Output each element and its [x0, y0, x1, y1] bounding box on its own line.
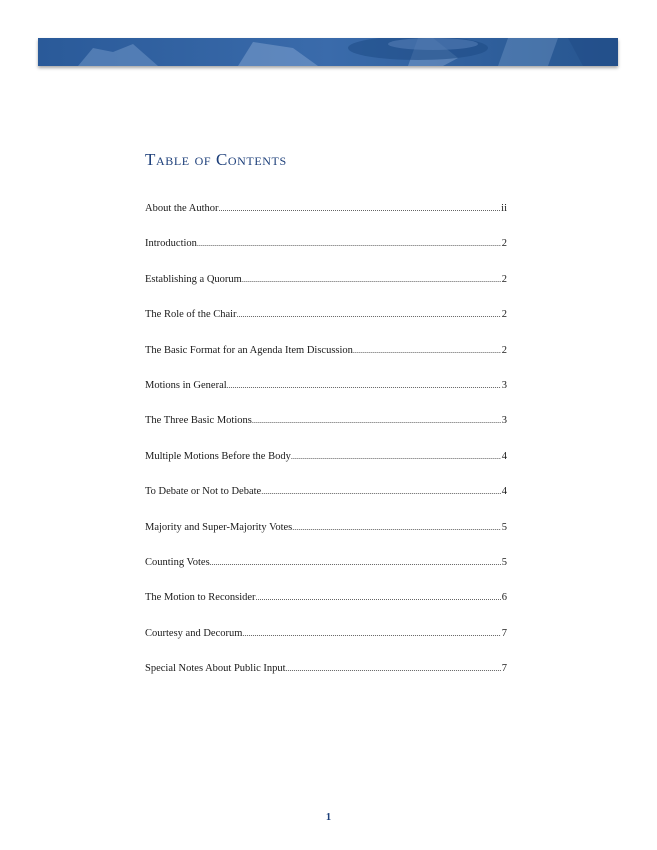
toc-entry-label: Establishing a Quorum [145, 273, 242, 285]
toc-entry-page: 4 [501, 486, 507, 498]
toc-entry[interactable] [145, 626, 507, 661]
toc-entry-label: Special Notes About Public Input [145, 663, 286, 675]
toc-entry-label: The Three Basic Motions [145, 415, 252, 427]
toc-dot-leader [256, 590, 501, 606]
toc-entry-page: 5 [501, 556, 507, 568]
toc-entry[interactable] [145, 343, 507, 378]
toc-entry-label: About the Author [145, 203, 219, 214]
toc-dot-leader [242, 626, 500, 642]
toc-entry[interactable] [145, 449, 507, 484]
page-title: Table of Contents [145, 150, 287, 169]
toc-entry[interactable] [145, 307, 507, 342]
toc-entry[interactable] [145, 484, 507, 519]
toc-dot-leader [242, 272, 501, 288]
toc-dot-leader [219, 201, 501, 217]
toc-entry[interactable] [145, 590, 507, 625]
toc-entry-label: Multiple Motions Before the Body [145, 450, 291, 462]
toc-entry-label: Majority and Super-Majority Votes [145, 521, 293, 533]
toc-entry-label: Courtesy and Decorum [145, 627, 243, 639]
toc-entry[interactable] [145, 555, 507, 590]
toc-entry[interactable] [145, 661, 507, 696]
toc-dot-leader [291, 449, 501, 465]
toc-dot-leader [237, 307, 501, 323]
toc-dot-leader [227, 378, 501, 394]
toc-dot-leader [252, 413, 501, 429]
toc-entry-label: Introduction [145, 238, 197, 250]
toc-dot-leader [292, 520, 500, 536]
toc-entry-label: The Role of the Chair [145, 309, 237, 321]
toc-dot-leader [197, 236, 501, 252]
toc-entry-page: 5 [501, 521, 507, 533]
toc-entry-label: To Debate or Not to Debate [145, 486, 262, 498]
toc-entry-page: 4 [501, 450, 507, 462]
toc-entry-page: 7 [501, 663, 507, 675]
toc-entry-label: Motions in General [145, 379, 227, 391]
toc-dot-leader [353, 343, 501, 359]
toc-dot-leader [286, 661, 501, 677]
toc-entry-page: 3 [501, 415, 507, 427]
toc-entry-page: 2 [501, 238, 507, 250]
toc-entry-page: 2 [501, 273, 507, 285]
toc-entry[interactable] [145, 236, 507, 271]
toc-entry-page: 6 [501, 592, 507, 604]
toc-entry-label: The Basic Format for an Agenda Item Discussion [145, 344, 353, 356]
toc-entry-label: Counting Votes [145, 556, 210, 568]
toc-entry-page: 2 [501, 344, 507, 356]
toc-entry-page: ii [501, 203, 507, 214]
table-of-contents [145, 201, 507, 696]
page-number: 1 [325, 812, 332, 823]
toc-entry[interactable] [145, 520, 507, 555]
toc-entry-page: 3 [501, 379, 507, 391]
toc-entry[interactable] [145, 378, 507, 413]
toc-entry[interactable] [145, 272, 507, 307]
toc-entry-page: 7 [501, 627, 507, 639]
banner-photo-graphic [38, 38, 618, 66]
header-banner-image [38, 38, 618, 66]
toc-entry[interactable] [145, 201, 507, 236]
toc-dot-leader [210, 555, 501, 571]
toc-dot-leader [261, 484, 501, 500]
toc-entry[interactable] [145, 413, 507, 448]
toc-entry-page: 2 [501, 309, 507, 321]
toc-entry-label: The Motion to Reconsider [145, 592, 256, 604]
